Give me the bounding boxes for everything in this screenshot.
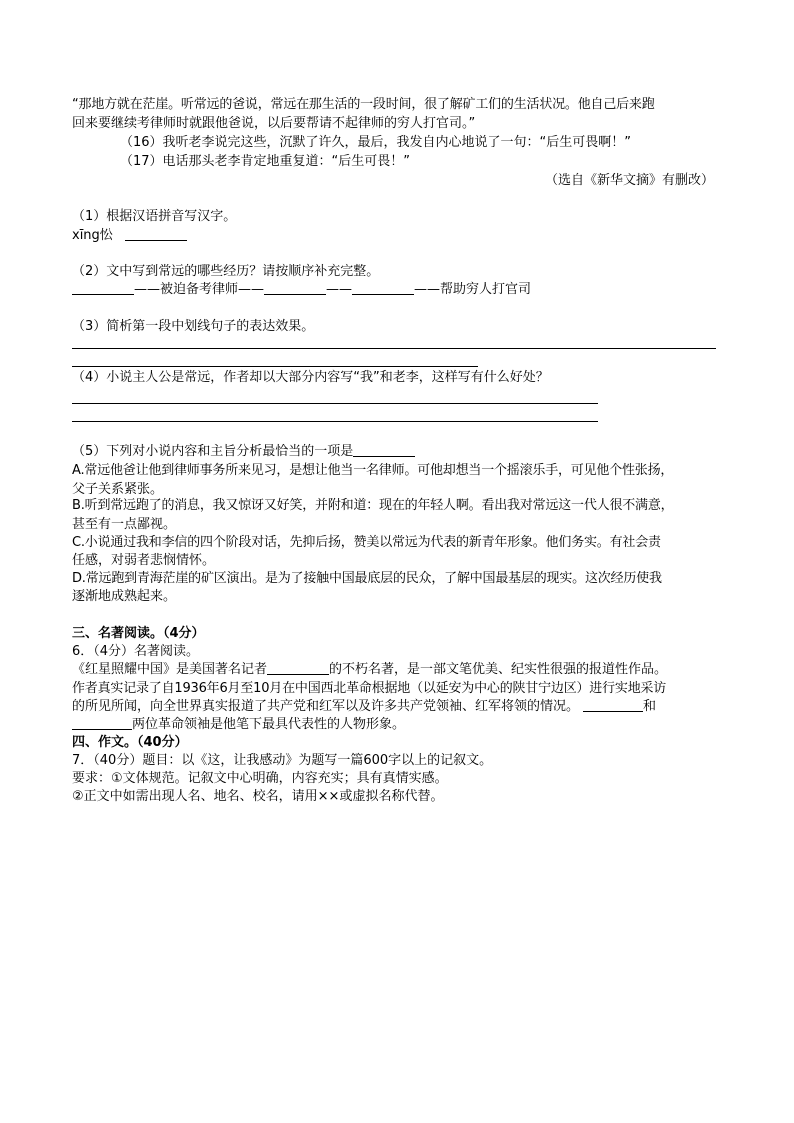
option-b-line-1: B.听到常远跑了的消息，我又惊讶又好笑，并附和道：现在的年轻人啊。看出我对常远这一代人很不满意， <box>72 498 674 513</box>
q6-text: 两位革命领袖是他笔下最具代表性的人物形象。 <box>132 717 406 732</box>
sequence-segment: —— <box>326 282 353 297</box>
story-line-2: 回来要继续考律师时就跟他爸说，以后要帮请不起律师的穷人打官司。” <box>72 116 476 131</box>
pinyin-item: xīng忪 <box>72 228 113 243</box>
story-line-1: “那地方就在茫崖。听常远的爸说，常远在那生活的一段时间，很了解矿工们的生活状况。他自己后来跑 <box>72 97 655 112</box>
question-3-prompt: （3）简析第一段中划线句子的表达效果。 <box>72 319 315 334</box>
story-paragraph-16: （16）我听老李说完这些，沉默了许久，最后，我发自内心地说了一句：“后生可畏啊！” <box>120 135 632 150</box>
answer-line[interactable] <box>72 348 716 349</box>
answer-line[interactable] <box>72 366 478 367</box>
option-c-line-1: C.小说通过我和李信的四个阶段对话，先抑后扬，赞美以常远为代表的新青年形象。他们务实。有社会责 <box>72 535 661 550</box>
question-1-prompt: （1）根据汉语拼音写汉字。 <box>72 209 237 224</box>
option-a-line-1: A.常远他爸让他到律师事务所来见习，是想让他当一名律师。可他却想当一个摇滚乐手，可见他个性张扬， <box>72 463 674 478</box>
question-7-line-3: ②正文中如需出现人名、地名、校名，请用××或虚拟名称代替。 <box>72 789 444 804</box>
answer-blank[interactable] <box>353 442 415 457</box>
q6-text: 的所见所闻，向全世界真实报道了共产党和红军以及许多共产党领袖、红军将领的情况。 <box>72 699 580 714</box>
sequence-segment: ——帮助穷人打官司 <box>414 282 532 297</box>
answer-blank[interactable] <box>125 226 187 241</box>
question-5-text: （5）下列对小说内容和主旨分析最恰当的一项是 <box>72 444 354 459</box>
question-1-item <box>72 226 187 245</box>
answer-line[interactable] <box>72 421 598 422</box>
sequence-segment: ——被迫备考律师—— <box>134 282 265 297</box>
question-2-prompt: （2）文中写到常远的哪些经历？请按顺序补充完整。 <box>72 264 380 279</box>
option-d-line-2: 逐渐地成熟起来。 <box>72 589 177 604</box>
question-5-prompt <box>72 442 415 461</box>
question-7-line-2: 要求：①文体规范。记叙文中心明确，内容充实；具有真情实感。 <box>72 771 448 786</box>
question-6-line-4 <box>72 715 405 734</box>
question-2-sequence <box>72 280 531 299</box>
section-4-heading: 四、作文。（40分） <box>72 735 188 750</box>
answer-blank[interactable] <box>72 280 134 295</box>
option-d-line-1: D.常远跑到青海茫崖的矿区演出。是为了接触中国最底层的民众，了解中国最基层的现实。这次经历使我 <box>72 571 662 586</box>
question-4-prompt: （4）小说主人公是常远，作者却以大部分内容写“我”和老李，这样写有什么好处？ <box>72 370 549 385</box>
q6-text: 的不朽名著，是一部文笔优美、纪实性很强的报道性作品。 <box>329 662 668 677</box>
question-6-line-1 <box>72 660 667 679</box>
q6-text: 和 <box>643 699 657 714</box>
question-6-line-3 <box>72 697 656 716</box>
story-paragraph-17: （17）电话那头老李肯定地重复道：“后生可畏！” <box>120 154 411 169</box>
option-a-line-2: 父子关系紧张。 <box>72 482 164 497</box>
answer-blank[interactable] <box>267 660 329 675</box>
section-3-heading: 三、名著阅读。（4分） <box>72 626 205 641</box>
question-6-label: 6．（4分）名著阅读。 <box>72 644 200 659</box>
option-c-line-2: 任感，对弱者悲悯情怀。 <box>72 553 216 568</box>
question-7-line-1: 7．（40分）题目：以《这，让我感动》为题写一篇600字以上的记叙文。 <box>72 753 493 768</box>
question-6-line-2: 作者真实记录了自1936年6月至10月在中国西北革命根据地（以延安为中心的陕甘宁边区）进行实地采访 <box>72 681 667 696</box>
answer-blank[interactable] <box>583 697 643 712</box>
option-b-line-2: 甚至有一点鄙视。 <box>72 517 177 532</box>
answer-blank[interactable] <box>264 280 326 295</box>
q6-text: 《红星照耀中国》是美国著名记者 <box>72 662 268 677</box>
story-source: （选自《新华文摘》有删改） <box>544 173 714 188</box>
answer-blank[interactable] <box>72 715 132 730</box>
answer-blank[interactable] <box>352 280 414 295</box>
answer-line[interactable] <box>72 403 598 404</box>
